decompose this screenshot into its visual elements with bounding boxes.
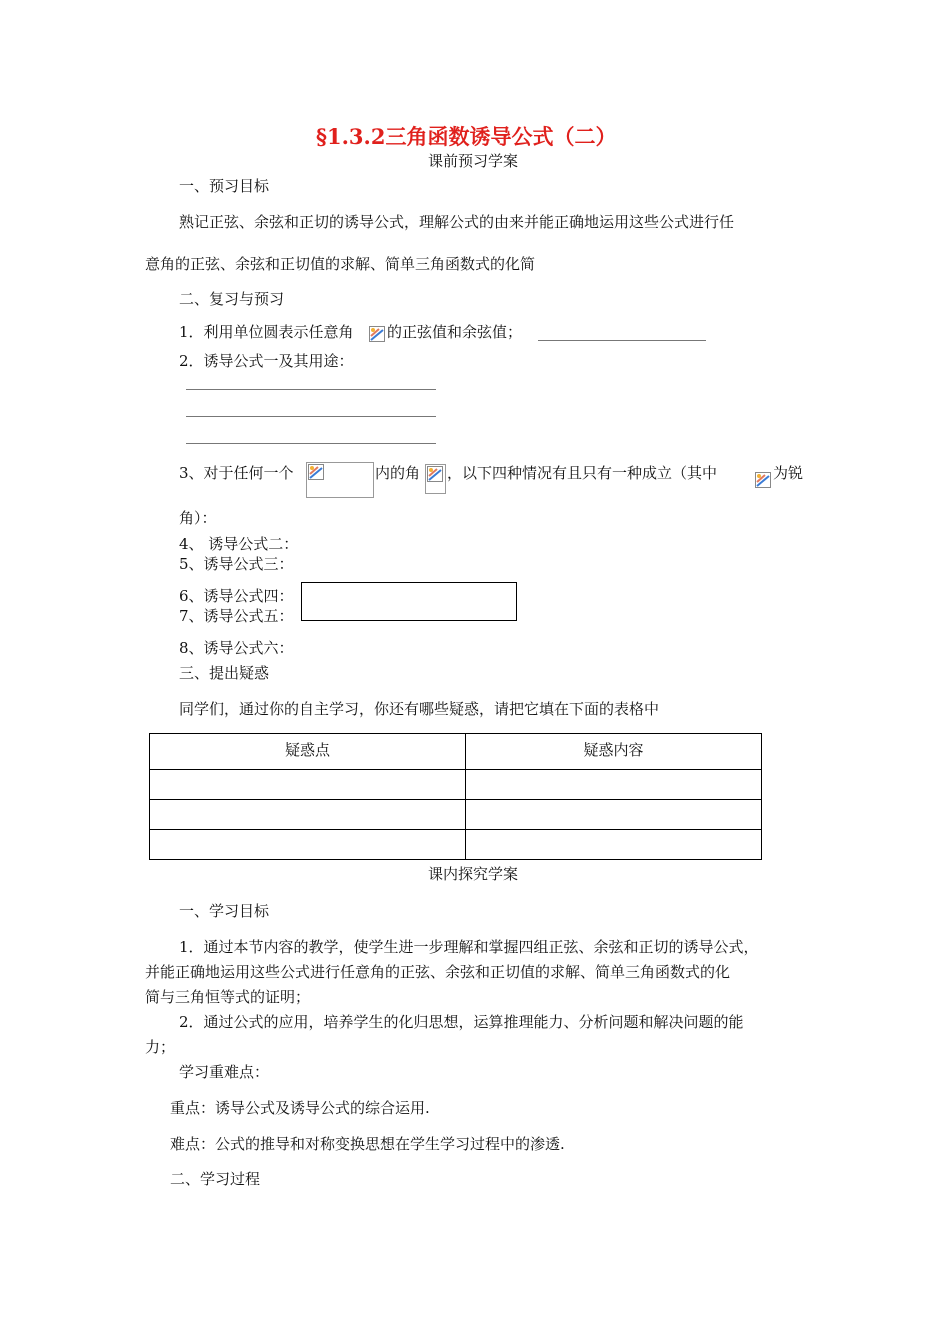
list-item: 1．利用单位圆表示任意角: [179, 323, 354, 341]
broken-image-icon: [755, 472, 771, 488]
table-cell[interactable]: [150, 770, 466, 800]
table-cell[interactable]: [150, 800, 466, 830]
paragraph-line: 简与三角恒等式的证明；: [145, 988, 311, 1006]
questions-table: [149, 733, 762, 860]
preview-heading: 课前预习学案: [428, 152, 519, 170]
section-title: 一、学习目标: [179, 902, 270, 920]
section-title: 二、学习过程: [170, 1170, 261, 1188]
broken-image-icon: [427, 466, 443, 482]
table-header-cell: 疑惑点: [150, 734, 466, 770]
list-item: 6、诱导公式四：: [179, 587, 294, 605]
paragraph-line: 力；: [145, 1038, 176, 1056]
list-item: 7、诱导公式五：: [179, 607, 294, 625]
paragraph-line: 难点：公式的推导和对称变换思想在学生学习过程中的渗透.: [170, 1135, 565, 1153]
table-cell[interactable]: [466, 770, 762, 800]
section-title: 二、复习与预习: [179, 290, 285, 308]
paragraph-line: 并能正确地运用这些公式进行任意角的正弦、余弦和正切值的求解、简单三角函数式的化: [145, 963, 731, 981]
list-item: 内的角: [375, 464, 421, 482]
list-item: 角）：: [179, 509, 217, 527]
paragraph-line: 意角的正弦、余弦和正切值的求解、简单三角函数式的化简: [145, 255, 536, 273]
table-row: [150, 830, 762, 860]
list-item: 3、对于任何一个: [179, 464, 294, 482]
table-cell[interactable]: [466, 800, 762, 830]
paragraph-line: 同学们，通过你的自主学习，你还有哪些疑惑，请把它填在下面的表格中: [179, 700, 660, 718]
paragraph-line: 重点：诱导公式及诱导公式的综合运用.: [170, 1099, 430, 1117]
section-title: 一、预习目标: [179, 177, 270, 195]
list-item: 的正弦值和余弦值；: [387, 323, 523, 341]
list-item: 为锐: [773, 464, 804, 482]
blank-line: [186, 443, 436, 444]
blank-line: [186, 389, 436, 390]
blank-line: [186, 416, 436, 417]
list-item: ，以下四种情况有且只有一种成立（其中: [447, 464, 718, 482]
broken-image-icon: [369, 326, 385, 342]
table-cell[interactable]: [466, 830, 762, 860]
page-title: §1.3.2三角函数诱导公式（二）: [316, 124, 617, 149]
table-row: [150, 800, 762, 830]
inclass-heading: 课内探究学案: [428, 865, 519, 883]
table-header-row: [150, 734, 762, 770]
table-row: [150, 770, 762, 800]
list-item: 2．诱导公式一及其用途：: [179, 352, 354, 370]
formula-box: [301, 582, 517, 621]
paragraph-line: 1．通过本节内容的教学，使学生进一步理解和掌握四组正弦、余弦和正切的诱导公式，: [179, 938, 759, 956]
list-item: 4、 诱导公式二：: [179, 535, 299, 553]
table-cell[interactable]: [150, 830, 466, 860]
subsection-title: 学习重难点：: [179, 1063, 270, 1081]
paragraph-line: 2．通过公式的应用，培养学生的化归思想，运算推理能力、分析问题和解决问题的能: [179, 1013, 744, 1031]
list-item: 5、诱导公式三：: [179, 555, 294, 573]
list-item: 8、诱导公式六：: [179, 639, 294, 657]
section-title: 三、提出疑惑: [179, 664, 270, 682]
blank-line: [538, 340, 706, 341]
paragraph-line: 熟记正弦、余弦和正切的诱导公式，理解公式的由来并能正确地运用这些公式进行任: [179, 213, 735, 231]
broken-image-icon: [308, 464, 324, 480]
table-header-cell: 疑惑内容: [466, 734, 762, 770]
